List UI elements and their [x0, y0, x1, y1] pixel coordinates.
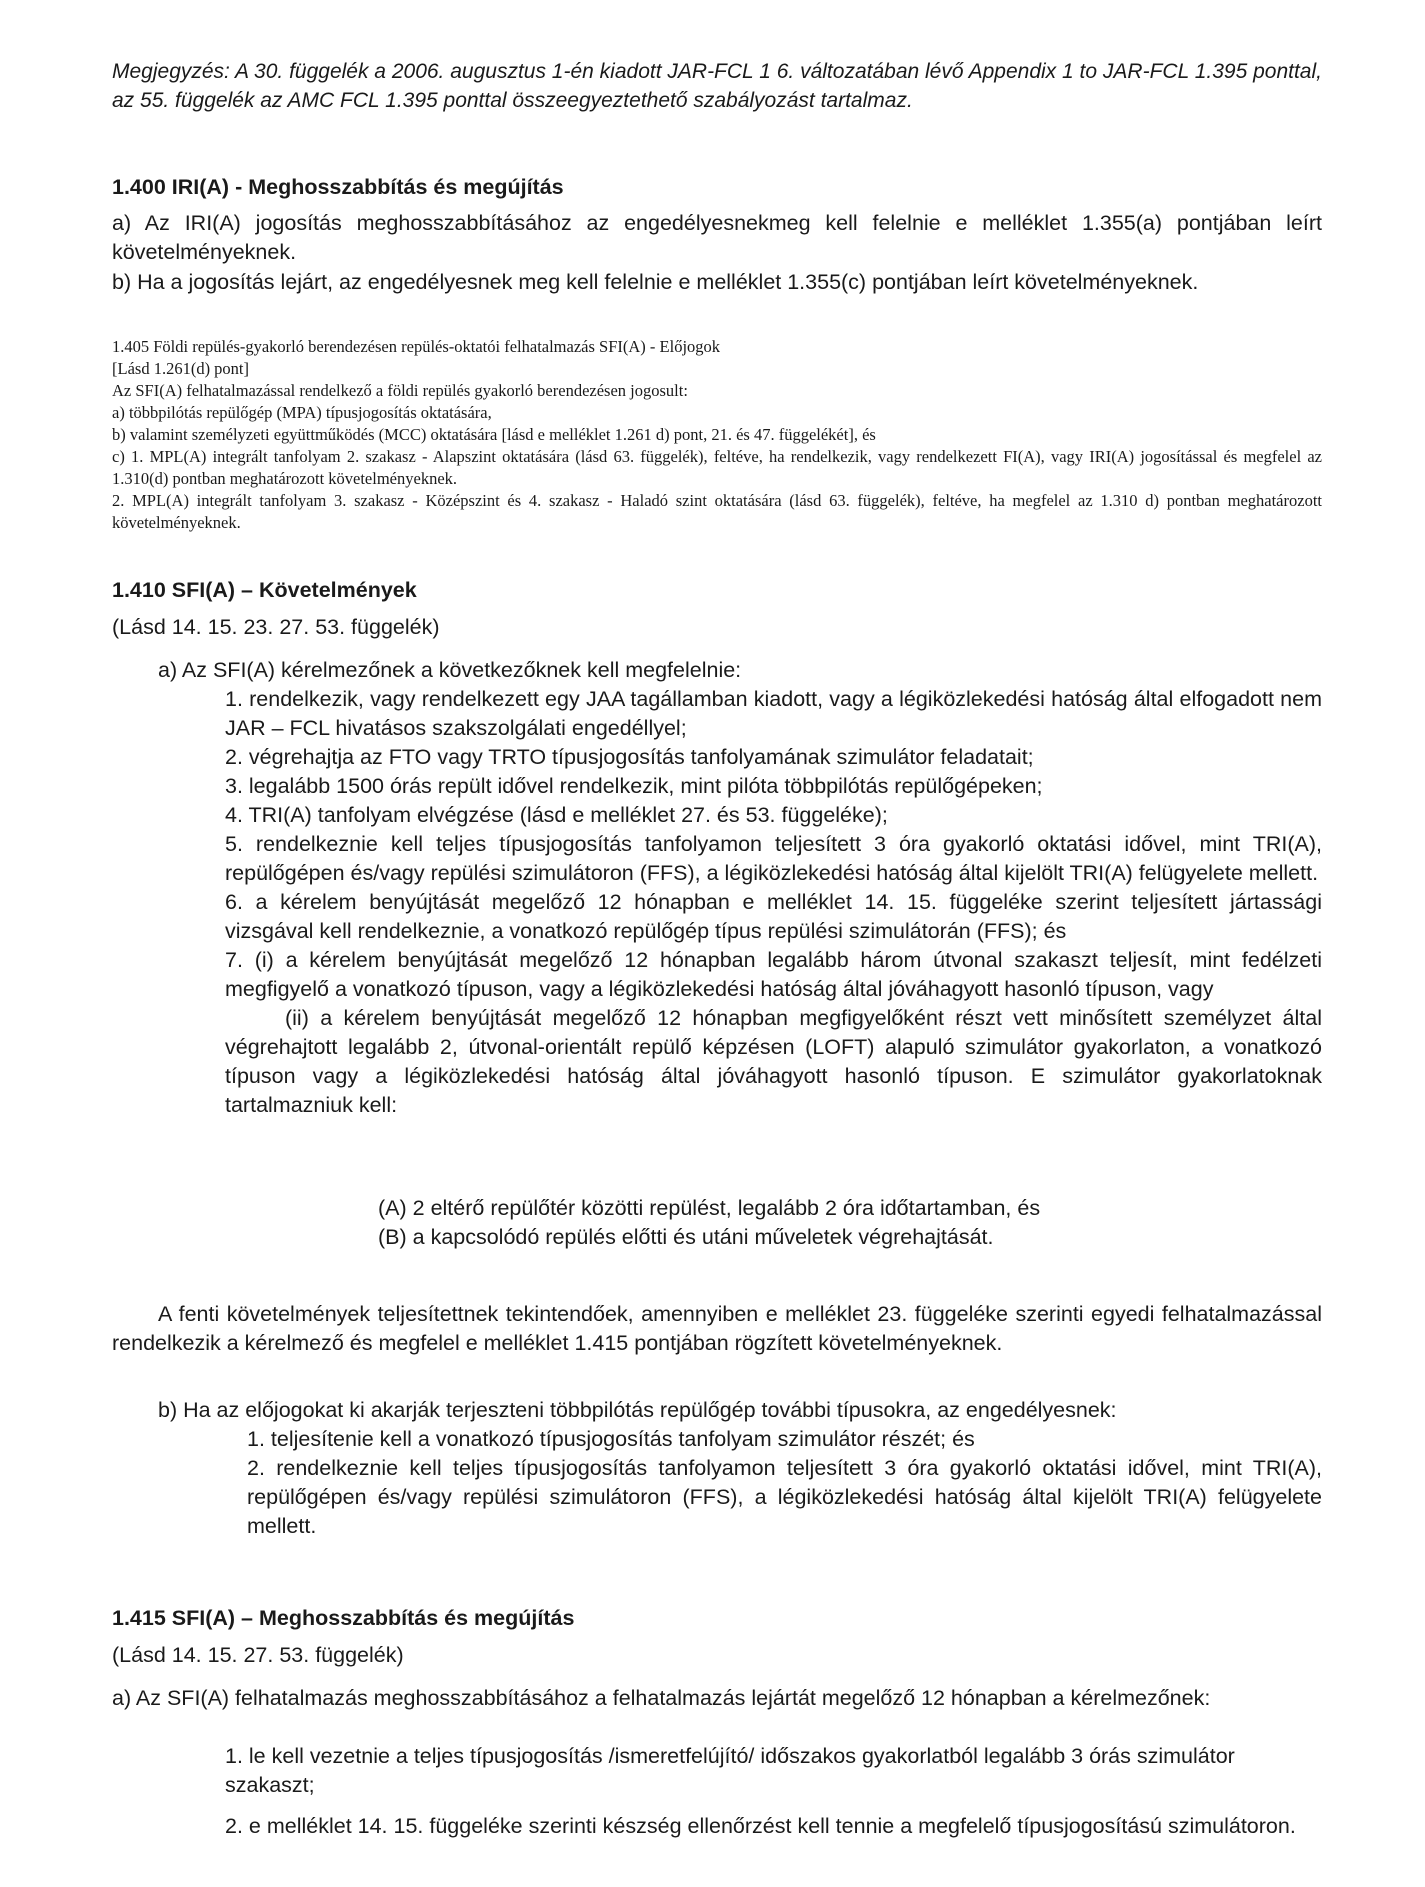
section-1410-b-item-2: 2. rendelkeznie kell teljes típusjogosítás tanfolyamon teljesített 3 óra gyakorló oktatási idővel, mint TRI(A), repülőgépen és/vagy repülési szimulátoron (FFS), a légiközlekedési hatóság által kijelölt TRI(A) felügyelete mellett.	[247, 1456, 1322, 1538]
note-paragraph: Megjegyzés: A 30. függelék a 2006. augusztus 1-én kiadott JAR-FCL 1 6. változatában lévő Appendix 1 to JAR-FCL 1.395 ponttal, az 55. függelék az AMC FCL 1.395 ponttal összeegyeztethető szabályozást tartalmaz.	[112, 60, 1322, 112]
section-1410-b-item-1: 1. teljesítenie kell a vonatkozó típusjogosítás tanfolyam szimulátor részét; és	[247, 1427, 975, 1451]
section-1410-item-6: 6. a kérelem benyújtását megelőző 12 hónapban e melléklet 14. 15. függeléke szerint teljesített jártassági vizsgával kell rendelkeznie, a vonatkozó repülőgép típus repülési szimulátorán (FFS); és	[225, 890, 1322, 943]
section-1410-item-4: 4. TRI(A) tanfolyam elvégzése (lásd e melléklet 27. és 53. függeléke);	[225, 803, 888, 827]
section-1415-item-2: 2. e melléklet 14. 15. függeléke szerinti készség ellenőrzést kell tennie a megfelelő típusjogosítású szimulátoron.	[225, 1814, 1296, 1838]
section-1415-heading: 1.415 SFI(A) – Meghosszabbítás és megújítás	[112, 1606, 575, 1630]
section-1410-sub-list	[378, 1194, 1322, 1252]
section-1410-paragraph: A fenti követelmények teljesítettnek tekintendőek, amennyiben e melléklet 23. függeléke szerinti egyedi felhatalmazással rendelkezik a kérelmező és megfelel e melléklet 1.415 pontjában rögzített követelményeknek.	[112, 1302, 1322, 1355]
section-1410-a-list	[225, 685, 1322, 1120]
section-1405-item-c1: c) 1. MPL(A) integrált tanfolyam 2. szakasz - Alapszint oktatására (lásd 63. függelék), feltéve, ha rendelkezik, vagy rendelkezett FI(A), vagy IRI(A) jogosítással és megfelel az 1.310(d) pontban meghatározott követelményeknek.	[112, 447, 1322, 488]
section-1410-item-7-ii: (ii) a kérelem benyújtását megelőző 12 hónapban megfigyelőként részt vett minősített személyzet által végrehajtott legalább 2, útvonal-orientált repülő képzésen (LOFT) alapuló szimulátor gyakorlaton, a vonatkozó típuson vagy a légiközlekedési hatóság által jóváhagyott hasonló típuson. E szimulátor gyakorlatoknak tartalmazniuk kell:	[225, 1006, 1322, 1117]
section-1410-item-A: (A) 2 eltérő repülőtér közötti repülést, legalább 2 óra időtartamban, és	[378, 1196, 1041, 1220]
section-1405-block	[112, 336, 1322, 534]
section-1400-b: b) Ha a jogosítás lejárt, az engedélyesnek meg kell felelnie e melléklet 1.355(c) pontjában leírt követelményeknek.	[112, 270, 1199, 294]
section-1410-item-5: 5. rendelkeznie kell teljes típusjogosítás tanfolyamon teljesített 3 óra gyakorló oktatási idővel, mint TRI(A), repülőgépen és/vagy repülési szimulátoron (FFS), a légiközlekedési hatóság által kijelölt TRI(A) felügyelete mellett.	[225, 832, 1322, 885]
section-1410-ref: (Lásd 14. 15. 23. 27. 53. függelék)	[112, 615, 440, 639]
section-1405-ref: [Lásd 1.261(d) pont]	[112, 359, 250, 378]
section-1410-item-B: (B) a kapcsolódó repülés előtti és utáni műveletek végrehajtását.	[378, 1225, 994, 1249]
section-1410-a: a) Az SFI(A) kérelmezőnek a következőknek kell megfelelnie:	[158, 658, 742, 682]
section-1405-title: 1.405 Földi repülés-gyakorló berendezésen repülés-oktatói felhatalmazás SFI(A) - Előjogok	[112, 337, 721, 356]
section-1415-ref: (Lásd 14. 15. 27. 53. függelék)	[112, 1643, 404, 1667]
section-1410-b: b) Ha az előjogokat ki akarják terjeszteni többpilótás repülőgép további típusokra, az engedélyesnek:	[158, 1398, 1117, 1422]
section-1410-item-3: 3. legalább 1500 órás repült idővel rendelkezik, mint pilóta többpilótás repülőgépeken;	[225, 774, 1043, 798]
section-1410-b-list	[247, 1425, 1322, 1541]
section-1405-item-b: b) valamint személyzeti együttműködés (MCC) oktatására [lásd e melléklet 1.261 d) pont, 21. és 47. függelékét], és	[112, 425, 876, 444]
section-1415-a: a) Az SFI(A) felhatalmazás meghosszabbításához a felhatalmazás lejártát megelőző 12 hónapban a kérelmezőnek:	[112, 1686, 1211, 1710]
section-1400-a: a) Az IRI(A) jogosítás meghosszabbításához az engedélyesnekmeg kell felelnie e melléklet 1.355(a) pontjában leírt követelményeknek.	[112, 211, 1322, 264]
section-1405-intro: Az SFI(A) felhatalmazással rendelkező a földi repülés gyakorló berendezésen jogosult:	[112, 381, 688, 400]
section-1405-item-a: a) többpilótás repülőgép (MPA) típusjogosítás oktatására,	[112, 403, 492, 422]
section-1410-heading: 1.410 SFI(A) – Követelmények	[112, 578, 417, 602]
section-1415-a-list	[225, 1742, 1322, 1841]
section-1405-item-c2: 2. MPL(A) integrált tanfolyam 3. szakasz - Középszint és 4. szakasz - Haladó szint oktatására (lásd 63. függelék), feltéve, ha megfelel az 1.310 d) pontban meghatározott követelményeknek.	[112, 491, 1322, 532]
section-1400-heading: 1.400 IRI(A) - Meghosszabbítás és megújítás	[112, 175, 564, 199]
section-1410-item-1: 1. rendelkezik, vagy rendelkezett egy JAA tagállamban kiadott, vagy a légiközlekedési hatóság által elfogadott nem JAR – FCL hivatásos szakszolgálati engedéllyel;	[225, 687, 1322, 740]
section-1410-item-2: 2. végrehajtja az FTO vagy TRTO típusjogosítás tanfolyamának szimulátor feladatait;	[225, 745, 1034, 769]
section-1415-item-1: 1. le kell vezetnie a teljes típusjogosítás /ismeretfelújító/ időszakos gyakorlatból legalább 3 órás szimulátor szakaszt;	[225, 1744, 1235, 1797]
section-1410-item-7: 7. (i) a kérelem benyújtását megelőző 12 hónapban legalább három útvonal szakaszt teljesít, mint fedélzeti megfigyelő a vonatkozó típuson, vagy a légiközlekedési hatóság által jóváhagyott hasonló típuson, vagy	[225, 948, 1322, 1001]
